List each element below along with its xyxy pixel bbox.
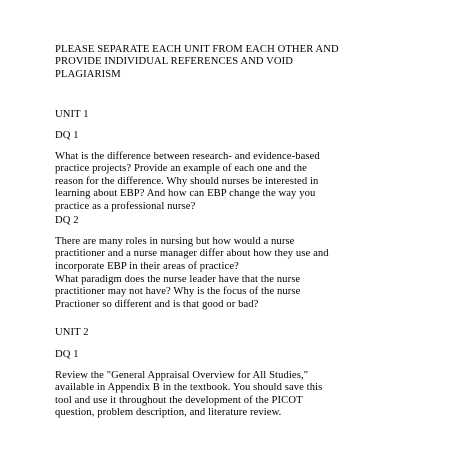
text-line: practitioner and a nurse manager differ about how they use and <box>55 248 329 260</box>
header-line: PLEASE SEPARATE EACH UNIT FROM EACH OTHER AND <box>55 44 339 55</box>
text-line: Review the "General Appraisal Overview for All Studies," <box>55 370 309 381</box>
unit1-dq1-label: DQ 1 <box>55 130 79 141</box>
unit1-dq2-label: DQ 2 <box>55 215 79 226</box>
text-line: question, problem description, and literature review. <box>55 407 282 419</box>
unit1-title: UNIT 1 <box>55 109 89 120</box>
unit1-dq2-paragraph-2 <box>55 274 415 311</box>
text-line: incorporate EBP in their areas of practice? <box>55 260 239 272</box>
text-line: What is the difference between research- and evidence-based <box>55 151 320 162</box>
text-line: tool and use it throughout the development of the PICOT <box>55 394 303 406</box>
text-line: Practioner so different and is that good or bad? <box>55 298 259 310</box>
text-line: There are many roles in nursing but how would a nurse <box>55 236 295 247</box>
text-line: What paradigm does the nurse leader have that the nurse <box>55 274 301 285</box>
header-line: PROVIDE INDIVIDUAL REFERENCES AND VOID <box>55 56 294 68</box>
text-line: learning about EBP? And how can EBP change the way you <box>55 188 316 200</box>
text-line: available in Appendix B in the textbook. You should save this <box>55 382 323 394</box>
text-line: practice as a professional nurse? <box>55 200 196 212</box>
document-header <box>55 44 415 81</box>
header-line: PLAGIARISM <box>55 68 121 80</box>
unit1-dq1-text <box>55 151 415 213</box>
unit2-dq1-text <box>55 370 415 420</box>
unit1-dq2-paragraph-1 <box>55 236 415 273</box>
unit2-dq1-label: DQ 1 <box>55 349 79 360</box>
unit2-title: UNIT 2 <box>55 327 89 338</box>
text-line: practice projects? Provide an example of each one and the <box>55 163 307 175</box>
text-line: reason for the difference. Why should nurses be interested in <box>55 175 319 187</box>
text-line: practitioner may not have? Why is the focus of the nurse <box>55 286 301 298</box>
